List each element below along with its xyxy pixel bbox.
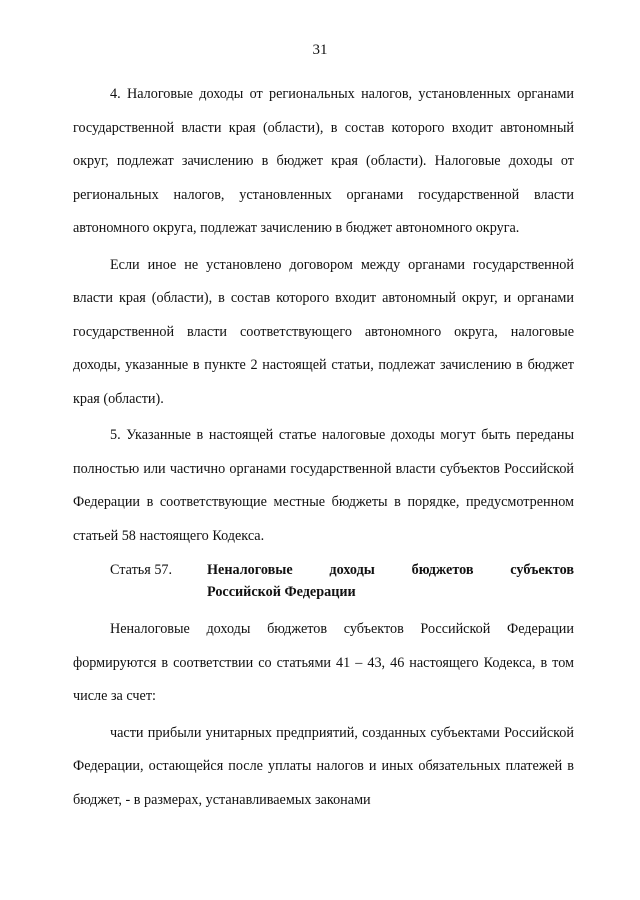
paragraph-1: 4. Налоговые доходы от региональных налогов, установленных органами государственной власти края (области), в состав которого входит автономный округ, подлежат зачислению в бюджет края (области). Налоговые доходы от региональных налогов, установленных органами государственной власти автономного округа, подлежат зачислению в бюджет автономного округа.: [73, 86, 574, 236]
paragraph-5: части прибыли унитарных предприятий, созданных субъектами Российской Федерации, остающейся после уплаты налогов и иных обязательных платежей в бюджет, - в размерах, устанавливаемых законами: [73, 724, 574, 808]
article-number: Статья 57.: [110, 562, 173, 578]
article-title: [207, 559, 574, 603]
paragraph-4: Неналоговые доходы бюджетов субъектов Российской Федерации формируются в соответствии со статьями 41 – 43, 46 настоящего Кодекса, в том числе за счет:: [73, 621, 574, 704]
paragraph-3: 5. Указанные в настоящей статье налоговые доходы могут быть переданы полностью или частично органами государственной власти субъектов Российской Федерации в соответствующие местные бюджеты в порядке, предусмотренном статьей 58 настоящего Кодекса.: [73, 427, 574, 544]
article-title-line-2: Российской Федерации: [207, 584, 356, 600]
article-title-line-1: Неналоговые доходы бюджетов субъектов: [207, 562, 574, 578]
document-body: [73, 78, 574, 817]
article-heading: [73, 559, 574, 603]
page-number: 31: [312, 42, 328, 58]
paragraph-2: Если иное не установлено договором между органами государственной власти края (области), в состав которого входит автономный округ, и органами государственной власти соответствующего автономного округа, налоговые доходы, указанные в пункте 2 настоящей статьи, подлежат зачислению в бюджет края (области).: [73, 256, 574, 407]
